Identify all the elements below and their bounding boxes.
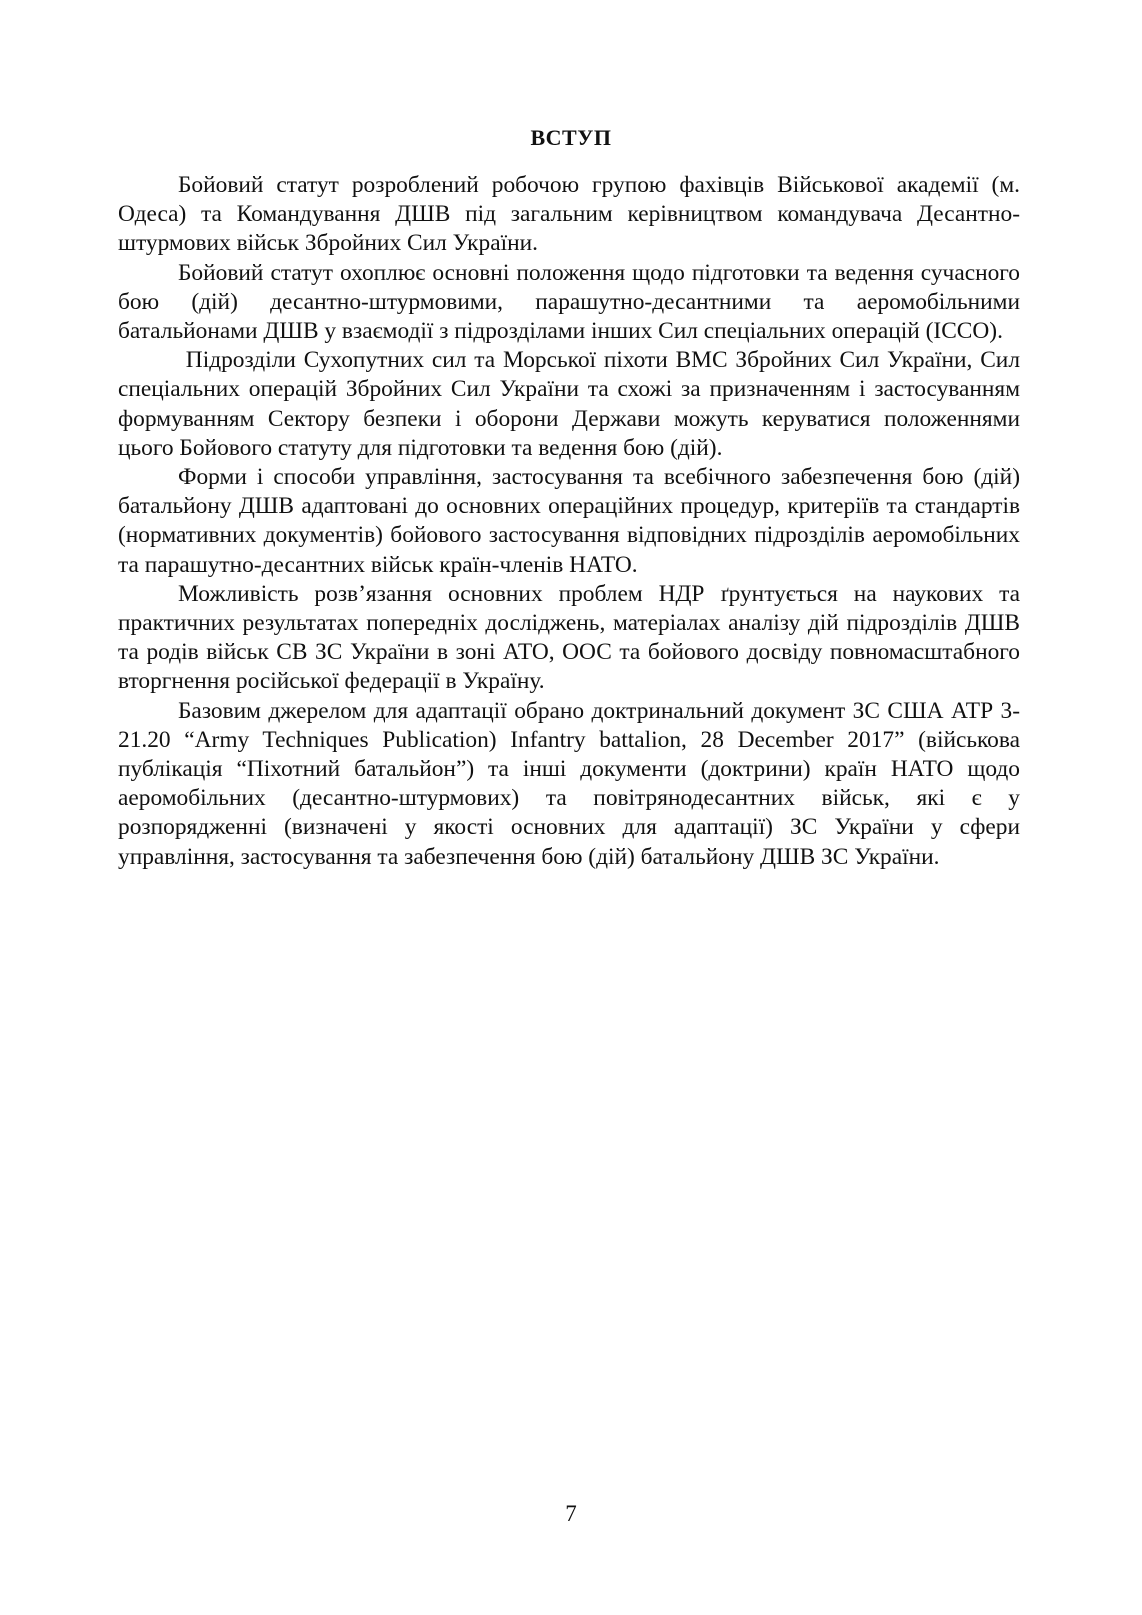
paragraph-text: Форми і способи управління, застосування та всебічного забезпечення бою (дій) батальйону ДШВ адаптовані до основних операційних процедур, критеріїв та стандартів (нормативних документів) бойового застосування відповідних підрозділів аеромобільних та парашутно-десантних військ країн-членів НАТО. [118,464,1020,578]
paragraph-3 [118,346,1020,463]
paragraph-5 [118,580,1020,697]
paragraph-1 [118,171,1020,259]
paragraph-6 [118,697,1020,872]
paragraph-4 [118,463,1020,580]
paragraph-2 [118,259,1020,347]
page-title: ВСТУП [530,125,612,150]
page-number: 7 [565,1501,577,1526]
document-body [118,171,1020,872]
paragraph-text: Базовим джерелом для адаптації обрано доктринальний документ ЗС США АТР 3-21.20 “Army Techniques Publication) Infantry battalion, 28 December 2017” (військова публікація “Піхотний батальйон”) та інші документи (доктрини) країн НАТО щодо аеромобільних (десантно-штурмових) та повітрянодесантних військ, які є у розпорядженні (визначені у якості основних для адаптації) ЗС України у сфери управління, застосування та забезпечення бою (дій) батальйону ДШВ ЗС України. [118,697,1020,870]
paragraph-text: Підрозділи Сухопутних сил та Морської піхоти ВМС Збройних Сил України, Сил спеціальних операцій Збройних Сил України та схожі за призначенням і застосуванням формуванням Сектору безпеки і оборони Держави можуть керуватися положеннями цього Бойового статуту для підготовки та ведення бою (дій). [118,347,1020,461]
paragraph-text: Бойовий статут розроблений робочою групою фахівців Військової академії (м. Одеса) та Командування ДШВ під загальним керівництвом командувача Десантно-штурмових військ Збройних Сил України. [118,172,1020,257]
paragraph-text: Бойовий статут охоплює основні положення щодо підготовки та ведення сучасного бою (дій) десантно-штурмовими, парашутно-десантними та аеромобільними батальйонами ДШВ у взаємодії з підрозділами інших Сил спеціальних операцій (ІССО). [118,259,1020,345]
paragraph-text: Можливість розв’язання основних проблем НДР ґрунтується на наукових та практичних результатах попередніх досліджень, матеріалах аналізу дій підрозділів ДШВ та родів військ СВ ЗС України в зоні АТО, ООС та бойового досвіду повномасштабного вторгнення російської федерації в Україну. [118,580,1020,695]
